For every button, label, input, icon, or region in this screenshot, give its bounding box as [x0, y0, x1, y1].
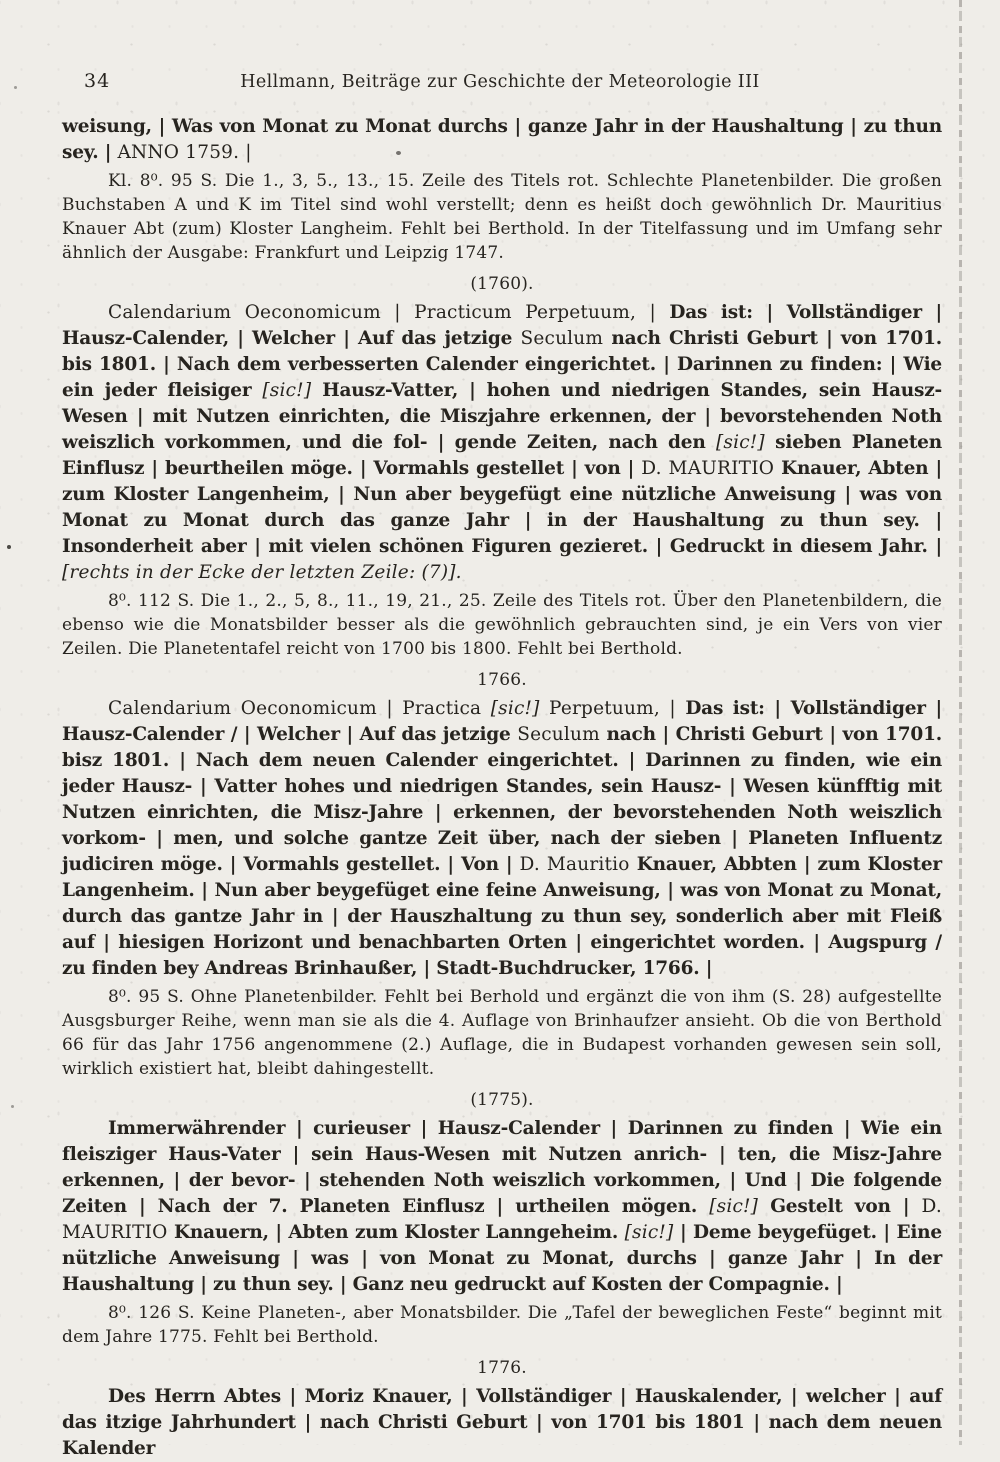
page-body [62, 114, 942, 1462]
paragraph [62, 985, 942, 1081]
text-segment: Knauer, Abbten | zum Kloster Langenheim. | Nun aber beygefüget eine feine Anweisung, | was von Monat zu Monat, durch das gantze Jahr in | der Hauszhaltung zu thun sey, sonderlich aber mit Fleiß auf | hiesigen Horizont und benachbarten Orten | eingerichtet worden. | Augspurg / zu finden bey Andreas Brinhaußer, | Stadt-Buchdrucker, 1766. | [62, 854, 942, 979]
text-segment: nach | Christi Geburt | von 1701. bisz 1801. | Nach dem neuen Calender eingerichtet. | Darinnen zu finden, wie ein jeder Hausz- | Vatter hohes und niedrigen Standes, sein Hausz- | Wesen künfftig mit Nutzen einrichten, die Misz-Jahre | erkennen, der bevorstehenden Noth weiszlich vorkom- | men, und solche gantze Zeit über, nach der sieben | Planeten Influentz judiciren möge. | Vormahls gestellet. | Von | [62, 724, 942, 875]
text-segment: Knauer, Abten | zum Kloster Langenheim, | Nun aber beygefügt eine nützliche Anweisung | was von Monat zu Monat durch das ganze Jahr | in der Haushaltung zu thun sey. | Insonderheit aber | mit vielen schönen Figuren gezieret. | Gedruckt in diesem Jahr. | [62, 458, 942, 557]
text-segment: 8⁰. 126 S. Keine Planeten-, aber Monatsbilder. Die „Tafel der beweglichen Feste“ beginnt mit dem Jahre 1775. Fehlt bei Berthold. [62, 1303, 942, 1347]
text-segment: Kl. 8⁰. 95 S. Die 1., 3, 5., 13., 15. Zeile des Titels rot. Schlechte Planetenbilder. Die großen Buchstaben A und K im Titel sind wohl verstellt; denn es heißt doch gewöhnlich Dr. Mauritius Knauer Abt (zum) Kloster Langheim. Fehlt bei Berthold. In der Titelfassung und im Umfang sehr ähnlich der Ausgabe: Frankfurt und Leipzig 1747. [62, 171, 942, 263]
text-segment: Gestelt von | [758, 1196, 922, 1217]
text-segment: D. MAURITIO [62, 1196, 942, 1243]
paragraph [62, 1116, 942, 1298]
paragraph [62, 696, 942, 982]
text-segment: Das ist: | Vollständiger | Hausz-Calender / | Welcher | Auf das jetzige [62, 698, 943, 745]
paragraph [62, 300, 942, 586]
text-segment: weisung, | Was von Monat zu Monat durchs | ganze Jahr in der Haushaltung | zu thun sey. | [62, 116, 942, 163]
text-segment: [rechts in der Ecke der letzten Zeile: (7)]. [62, 562, 462, 583]
text-segment: 1766. [477, 670, 527, 690]
text-segment: D. MAURITIO [641, 458, 775, 479]
page-header [0, 0, 1000, 100]
text-segment: Das ist: | Vollständiger | Hausz-Calender, | Welcher | Auf das jetzige [62, 302, 942, 349]
ink-speck [11, 1105, 14, 1108]
section-heading [62, 272, 942, 296]
text-segment: Immerwährender | curieuser | Hausz-Calender | Darinnen zu finden | Wie ein fleisziger Haus-Vater | sein Haus-Wesen mit Nutzen anrich- | ten, die Misz-Jahre erkennen, | der bevor- | stehenden Noth weiszlich vorkommen, | Und | Die folgende Zeiten | Nach der 7. Planeten Einflusz | urtheilen mögen. [62, 1118, 942, 1217]
paragraph [62, 1301, 942, 1349]
text-segment: 1776. [477, 1358, 527, 1378]
paragraph [62, 1384, 942, 1462]
text-segment: Des Herrn Abtes | Moriz Knauer, | Vollständiger | Hauskalender, | welcher | auf das itzige Jahrhundert | nach Christi Geburt | von 1701 bis 1801 | nach dem neuen Kalender [62, 1386, 942, 1459]
text-segment: Calendarium Oeconomicum | Practica [108, 698, 491, 719]
text-segment: nach Christi Geburt | von 1701. bis 1801. | Nach dem verbesserten Calender eingerichtet. | Darinnen zu finden: | Wie ein jeder fleisiger [62, 328, 942, 401]
text-segment: D. Mauritio [519, 854, 630, 875]
text-segment: 8⁰. 112 S. Die 1., 2., 5, 8., 11., 19, 21., 25. Zeile des Titels rot. Über den Planetenbildern, die ebenso wie die Monatsbilder besser als die gewöhnlich gebrauchten sind, je ein Vers von vier Zeilen. Die Planetentafel reicht von 1700 bis 1800. Fehlt bei Berthold. [62, 591, 942, 659]
paragraph [62, 169, 942, 265]
ink-speck [396, 151, 401, 155]
text-segment: [sic!] [624, 1222, 674, 1243]
scan-artifact-streak [959, 0, 962, 1445]
text-segment: Perpetuum, | [539, 698, 686, 719]
text-segment: [sic!] [715, 432, 765, 453]
section-heading [62, 668, 942, 692]
paragraph [62, 589, 942, 661]
running-title: Hellmann, Beiträge zur Geschichte der Meteorologie III [240, 72, 760, 92]
text-segment: (1760). [470, 274, 534, 294]
section-heading [62, 1356, 942, 1380]
text-segment: [sic!] [262, 380, 312, 401]
text-segment: sieben Planeten Einflusz | beurtheilen möge. | Vormahls gestellet | von | [62, 432, 943, 479]
text-segment: Seculum [517, 724, 600, 745]
text-segment: (1775). [470, 1090, 534, 1110]
text-segment: 8⁰. 95 S. Ohne Planetenbilder. Fehlt bei Berhold und ergänzt die von ihm (S. 28) aufgestellte Ausgsburger Reihe, wenn man sie als die 4. Auflage von Brinhaufzer ansieht. Ob die von Berthold 66 für das Jahr 1756 angenommene (2.) Auflage, die in Budapest vorhanden gewesen sein soll, wirklich existiert hat, bleibt dahingestellt. [62, 987, 942, 1079]
text-segment: ANNO 1759. | [117, 142, 252, 163]
text-segment: Knauern, | Abten zum Kloster Lanngeheim. [167, 1222, 625, 1243]
page-number: 34 [84, 70, 111, 92]
text-segment: [sic!] [709, 1196, 759, 1217]
ink-speck [7, 545, 11, 549]
text-segment: [sic!] [490, 698, 540, 719]
text-segment: Calendarium Oeconomicum | Practicum Perpetuum, | [108, 302, 670, 323]
paragraph [62, 114, 942, 166]
text-segment: | Deme beygefüget. | Eine nützliche Anweisung | was | von Monat zu Monat, durchs | ganze Jahr | In der Haushaltung | zu thun sey. | Ganz neu gedruckt auf Kosten der Compagnie. | [62, 1222, 943, 1295]
section-heading [62, 1088, 942, 1112]
text-segment: Seculum [520, 328, 604, 349]
text-segment: Hausz-Vatter, | hohen und niedrigen Standes, sein Hausz-Wesen | mit Nutzen einrichten, die Miszjahre erkennen, der | bevorstehenden Noth weiszlich vorkommen, und die fol- | gende Zeiten, nach den [62, 380, 942, 453]
